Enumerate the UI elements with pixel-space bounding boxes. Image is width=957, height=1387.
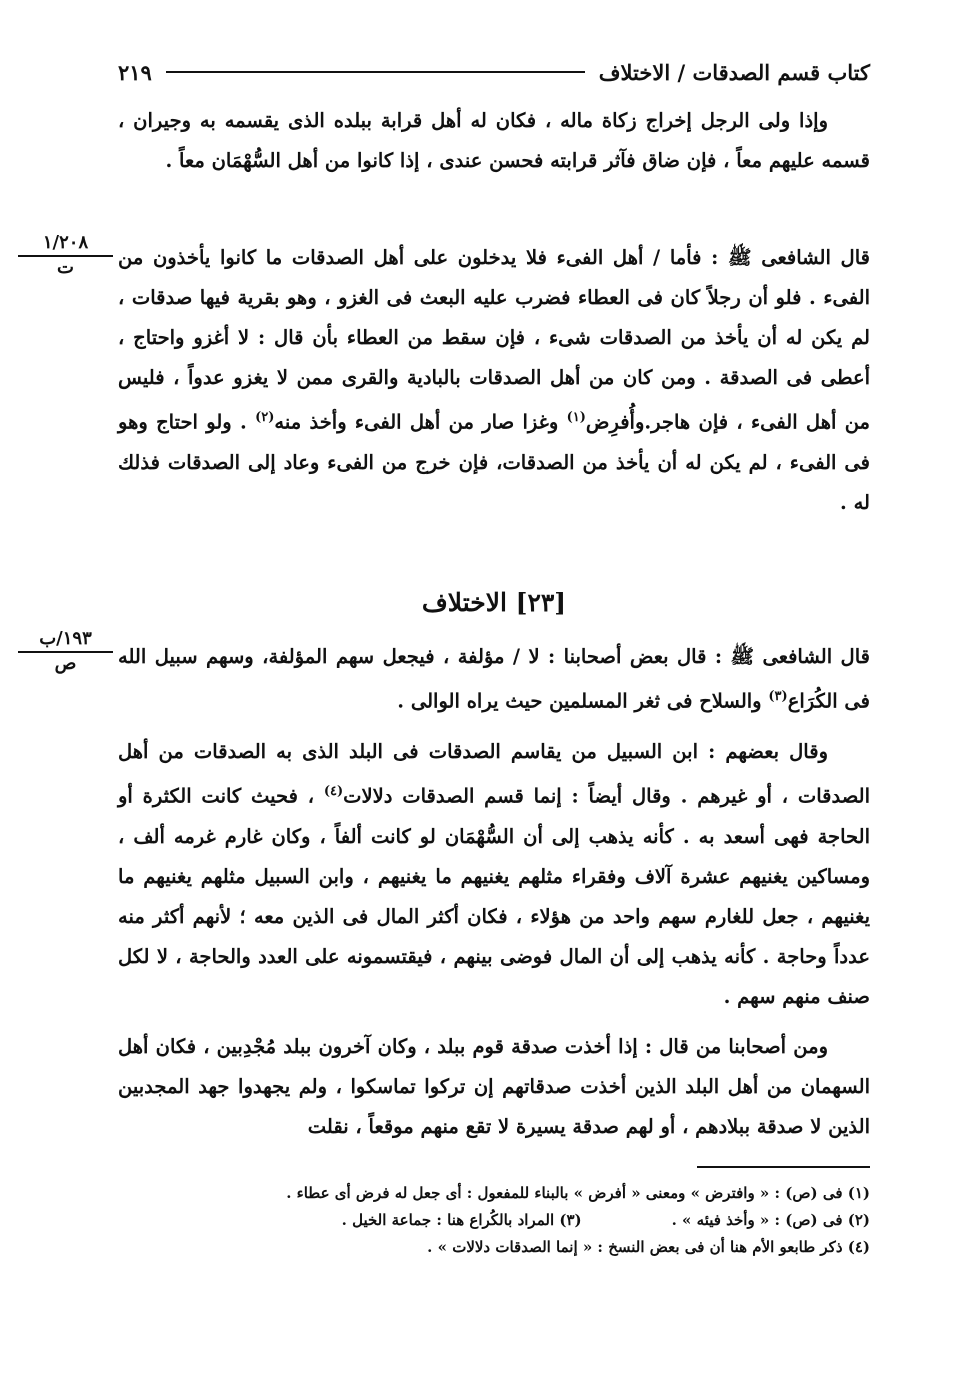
margin-reference-1 xyxy=(18,232,113,278)
margin-reference-1-top: ١/٢٠٨ xyxy=(18,232,113,257)
header-rule xyxy=(166,71,585,73)
section-heading: [٢٣] الاختلاف xyxy=(421,588,567,617)
speaker-label: قال الشافعى ﷺ xyxy=(730,645,870,668)
footnote-4: (٤) ذكر طابعو الأم هنا أن فى بعض النسخ : « إنما الصدقات دلالات » . xyxy=(427,1238,870,1256)
footnotes xyxy=(118,1180,870,1261)
paragraph-3-part-a: : قال بعض أصحابنا : لا / مؤلفة ، فيجعل سهم المؤلفة، وسهم سبيل الله فى الكُرَاع xyxy=(118,645,870,713)
footnote-row xyxy=(118,1207,870,1234)
footnote-ref-3: (٣) xyxy=(768,689,788,704)
paragraph-3-text xyxy=(118,637,870,722)
paragraph-3-part-b: والسلاح فى ثغر المسلمين حيث يراه الوالى . xyxy=(397,689,769,713)
running-header xyxy=(118,52,870,92)
paragraph-5-text: ومن أصحابنا من قال : إذا أخذت صدقة قوم ببلد ، وكان آخرون ببلد مُجْدِبين ، فكان أهل السهمان من أهل البلد الذين أخذت صدقاتهم إن تركوا تماسكوا ، ولم يجهدوا جهد المجدبين الذين لا صدقة ببلادهم ، أو لهم صدقة يسيرة لا تقع منهم موقعاً ، نقلت xyxy=(118,1035,870,1138)
footnote-ref-2: (٢) xyxy=(255,410,275,425)
page-number: ٢١٩ xyxy=(118,59,152,85)
paragraph-2-text xyxy=(118,238,870,523)
margin-reference-2 xyxy=(18,628,113,674)
footnote-1: (١) فى (ص) : « وافترض » ومعنى « أفرض » بالبناء للمفعول : أى جعل له فرض أى عطاء . xyxy=(286,1184,870,1202)
paragraph-5 xyxy=(118,1027,870,1147)
footnote-ref-4: (٤) xyxy=(323,784,344,799)
speaker-label: قال الشافعى ﷺ xyxy=(728,246,870,269)
footnote-3: (٣) المراد بالكُراع هنا : جماعة الخيل . xyxy=(341,1211,582,1229)
paragraph-1-text: وإذا ولى الرجل إخراج زكاة ماله ، فكان له أهل قرابة ببلده الذى يقسمه به وجيران ، قسمه عليهم معاً ، فإن ضاق فآثر قرابته فحسن عندى ، إذا كانوا من أهل السُّهْمَان معاً . xyxy=(118,109,870,172)
paragraph-2-part-a: : فأما / أهل الفىء فلا يدخلون على أهل الصدقات ما كانوا يأخذون من الفىء . فلو أن رجلاً كان فى العطاء فضرب عليه البعث فى الغزو ، وهو بقرية فيها صدقات ، لم يكن له أن يأخذ من الصدقات شىء ، فإن سقط من العطاء بأن قال : لا أغزو واحتاج ، أعطى فى الصدقة . ومن كان من أهل الصدقات بالبادية والقرى ممن لا يغزو عدواً ، فليس من أهل الفىء ، فإن هاجر.وأُفرِض xyxy=(118,246,870,434)
paragraph-2 xyxy=(118,238,870,523)
paragraph-4 xyxy=(118,732,870,1017)
footnote-ref-1: (١) xyxy=(566,410,586,425)
footnote-separator xyxy=(697,1166,870,1168)
paragraph-4-text xyxy=(118,732,870,1017)
margin-reference-2-bottom: ص xyxy=(54,653,77,674)
paragraph-4-part-a: وقال بعضهم : ابن السبيل من يقاسم الصدقات فى البلد الذى به الصدقات من أهل الصدقات ، أو غيرهم . وقال أيضاً : إنما قسم الصدقات دلالات xyxy=(118,740,870,808)
paragraph-1 xyxy=(118,101,870,181)
margin-reference-1-bottom: ت xyxy=(57,257,74,278)
paragraph-4-part-b: ، فحيث كانت الكثرة أو الحاجة فهى أسعد به . كأنه يذهب إلى أن السُّهْمَان لو كانت ألفاً ، وكان غارم غرمه ألف ، ومساكين يغنيهم عشرة آلاف وفقراء مثلهم يغنيهم ما يغنيهم ، وابن السبيل مثلهم يغنيهم ما يغنيهم ، جعل للغارم سهم واحد من هؤلاء ، فكان أكثر المال فى الذين معه ؛ لأنهم أكثر منه عدداً وحاجة . كأنه يذهب إلى أن المال فوضى بينهم ، فيقتسمونه على العدد والحاجة ، لا لكل صنف منهم سهم . xyxy=(118,784,870,1008)
paragraph-2-part-c: . ولو احتاج وهو فى الفىء ، لم يكن له أن يأخذ من الصدقات، فإن خرج من الفىء وعاد إلى الصدقات فذلك له . xyxy=(118,410,870,514)
footnote-2: (٢) فى (ص) : « وأخذ فيئه » . xyxy=(671,1211,870,1229)
paragraph-2-part-b: وغزا صار من أهل الفىء وأخذ منه xyxy=(274,410,567,434)
paragraph-3 xyxy=(118,637,870,722)
header-title: كتاب قسم الصدقات / الاختلاف xyxy=(598,59,870,85)
margin-reference-2-top: ١٩٣/ب xyxy=(18,628,113,653)
